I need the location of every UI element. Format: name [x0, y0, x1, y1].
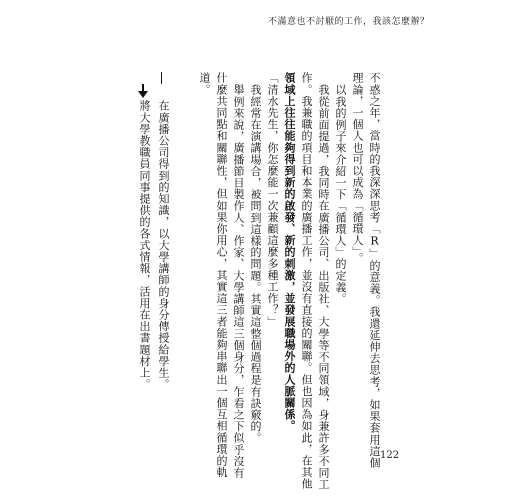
- text-column-11: 道。: [198, 72, 211, 96]
- text-column-10: 什麼共同點和關聯性，但如果你用心，其實這三者能夠串聯出一個互相循環的軌: [215, 72, 228, 478]
- bullet-item-1: 在廣播公司得到的知識，以大學講師的身分傳授給學生。: [157, 100, 170, 390]
- text-column-9: 舉例來說，廣播節目製作人、作家、大學講師這三個身分，乍看之下似乎沒有: [232, 84, 245, 479]
- bullet-item-2: 將大學教職員同事提供的各式情報，活用在出書題材上。: [138, 100, 151, 390]
- text-column-7-quote: 「清水先生，你怎麼能一次兼顧這麼多種工作？」: [266, 72, 279, 328]
- page-number: 122: [380, 450, 400, 461]
- text-column-6-bold: 領域上往往能夠得到新的啟發、新的刺激，並發展職場外的人脈關係。: [283, 72, 296, 432]
- text-column-3: 以我的例子來介紹一下「循環人」的定義。: [334, 84, 347, 305]
- text-column-8: 我經常在演講場合，被問到這樣的問題。其實這整個過程是有訣竅的。: [249, 84, 262, 444]
- text-column-4: 我從前面提過，我同時在廣播公司、出版社、大學等不同領域，身兼許多不同工: [317, 84, 330, 490]
- text-column-1: 不惑之年，當時的我深深思考「R」的意義。我還延伸去思考，如果套用這個: [368, 72, 381, 469]
- text-column-5: 作。我兼職的項目和本業的廣播工作，並沒有直接的關聯。但也因為如此，在其他: [300, 72, 313, 490]
- text-column-2: 理論，一個人也可以成為「循環人」。: [351, 72, 364, 264]
- arrow-down-icon: [137, 84, 149, 98]
- bullet-dash: [161, 72, 162, 84]
- running-header: 不滿意也不討厭的工作，我該怎麼辦？: [268, 17, 430, 27]
